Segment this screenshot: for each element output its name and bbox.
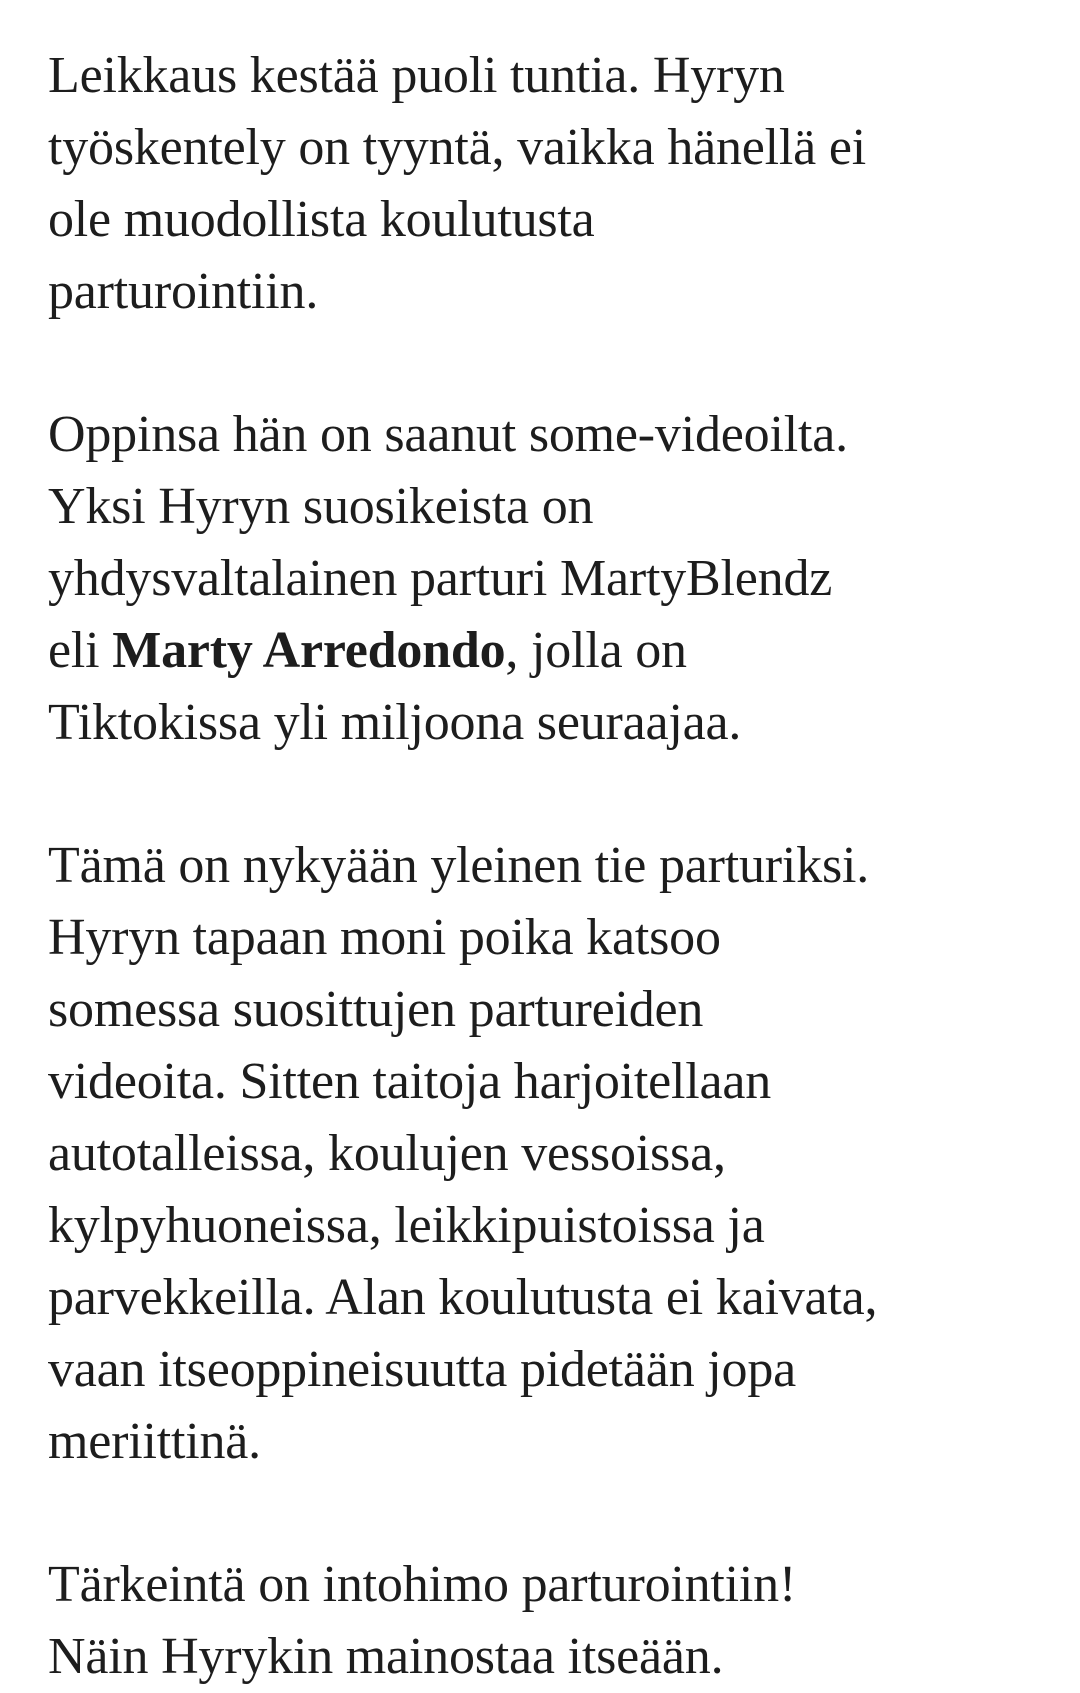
text-line: Tärkeintä on intohimo parturointiin! bbox=[48, 1556, 797, 1613]
text-line: somessa suosittujen partureiden bbox=[48, 981, 704, 1038]
paragraph-3 bbox=[48, 830, 1048, 1478]
text-line: Tämä on nykyään yleinen tie parturiksi. bbox=[48, 837, 870, 894]
text-line: Hyryn tapaan moni poika katsoo bbox=[48, 909, 721, 966]
paragraph-4 bbox=[48, 1549, 1048, 1693]
paragraph-2 bbox=[48, 399, 1048, 759]
text-line: parvekkeilla. Alan koulutusta ei kaivata, bbox=[48, 1269, 878, 1326]
text-line: parturointiin. bbox=[48, 263, 319, 320]
text-line: Leikkaus kestää puoli tuntia. Hyryn bbox=[48, 47, 785, 104]
person-name-bold: Marty Arredondo bbox=[112, 622, 506, 679]
text-line: Yksi Hyryn suosikeista on bbox=[48, 478, 594, 535]
text-line: työskentely on tyyntä, vaikka hänellä ei bbox=[48, 119, 866, 176]
text-line: Näin Hyrykin mainostaa itseään. bbox=[48, 1628, 724, 1685]
text-line: yhdysvaltalainen parturi MartyBlendz bbox=[48, 550, 833, 607]
text-line: autotalleissa, koulujen vessoissa, bbox=[48, 1125, 726, 1182]
text-line: eli bbox=[48, 622, 113, 679]
text-line: kylpyhuoneissa, leikkipuistoissa ja bbox=[48, 1197, 765, 1254]
text-line: Oppinsa hän on saanut some-videoilta. bbox=[48, 406, 848, 463]
text-line: vaan itseoppineisuutta pidetään jopa bbox=[48, 1341, 797, 1398]
text-line: meriittinä. bbox=[48, 1413, 261, 1470]
text-line: videoita. Sitten taitoja harjoitellaan bbox=[48, 1053, 772, 1110]
paragraph-1 bbox=[48, 40, 1048, 328]
text-line: Tiktokissa yli miljoona seuraajaa. bbox=[48, 694, 742, 751]
text-line: ole muodollista koulutusta bbox=[48, 191, 595, 248]
text-line: , jolla on bbox=[505, 622, 687, 679]
article-body bbox=[48, 40, 1048, 1693]
